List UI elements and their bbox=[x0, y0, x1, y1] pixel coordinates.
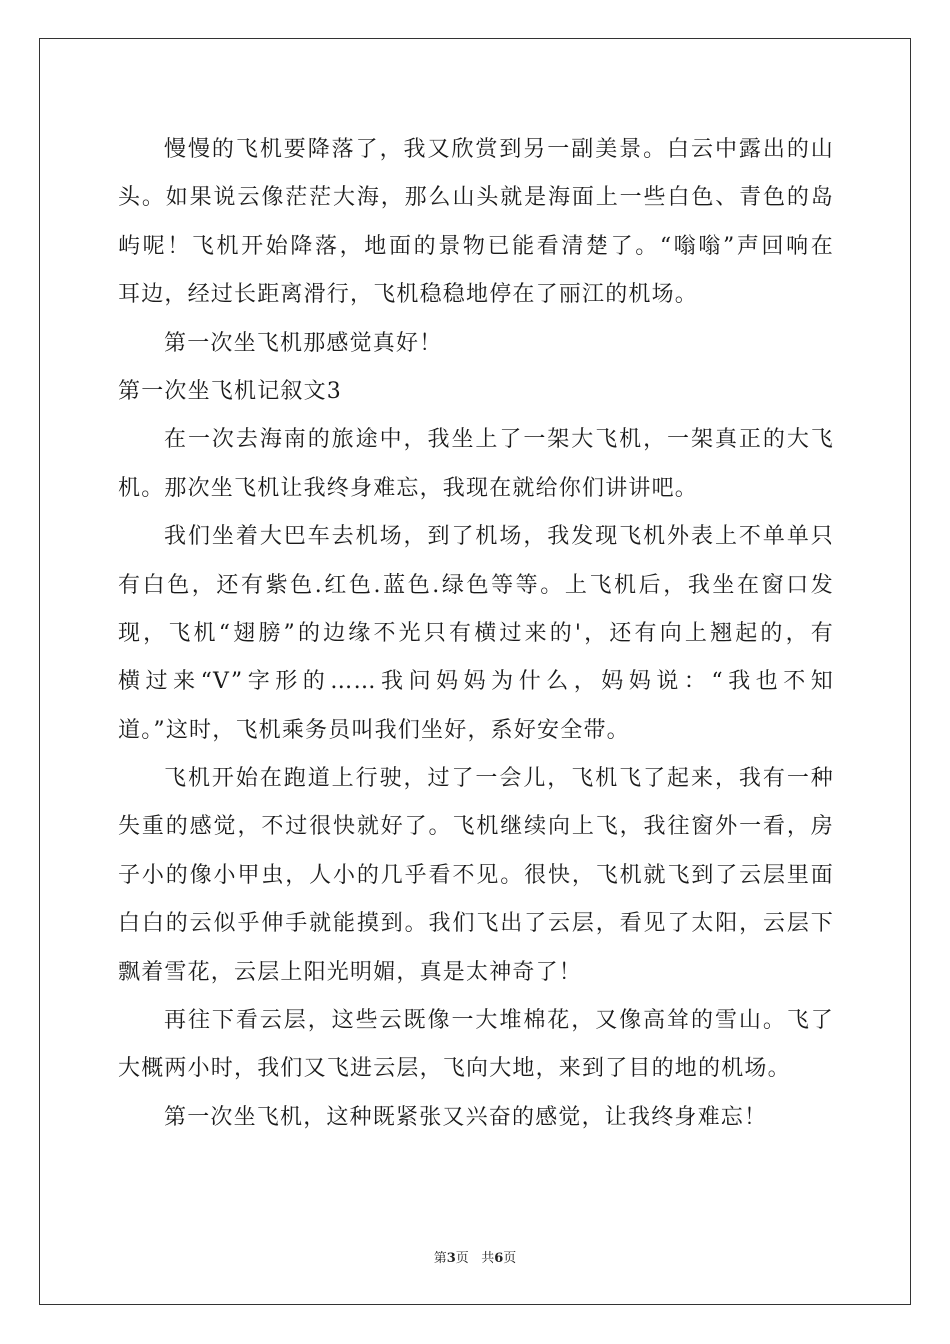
paragraph bbox=[118, 320, 834, 368]
text-line: 在一次去海南的旅途中，我坐上了一架大飞机，一架真正的大飞 bbox=[164, 427, 834, 453]
text-line: 有白色，还有紫色.红色.蓝色.绿色等等。上飞机后，我坐在窗口发 bbox=[118, 572, 834, 598]
page-number: 3 bbox=[446, 1251, 456, 1266]
paragraph bbox=[118, 755, 834, 997]
footer-prefix: 第 bbox=[433, 1251, 447, 1266]
section-heading: 第一次坐飞机记叙文3 bbox=[118, 378, 342, 404]
text-line: 耳边，经过长距离滑行，飞机稳稳地停在了丽江的机场。 bbox=[118, 282, 699, 308]
paragraph bbox=[118, 1094, 834, 1142]
text-line: 飞机开始在跑道上行驶，过了一会儿，飞机飞了起来，我有一种 bbox=[164, 766, 834, 792]
paragraph bbox=[118, 126, 834, 320]
paragraph bbox=[118, 997, 834, 1094]
text-line: 慢慢的飞机要降落了，我又欣赏到另一副美景。白云中露出的山 bbox=[164, 137, 834, 162]
text-line: 现，飞机“翅膀”的边缘不光只有横过来的'，还有向上翘起的，有 bbox=[118, 620, 834, 646]
text-line: 子小的像小甲虫，人小的几乎看不见。很快，飞机就飞到了云层里面 bbox=[118, 862, 834, 888]
paragraph bbox=[118, 416, 834, 513]
text-line: 飘着雪花，云层上阳光明媚，真是太神奇了！ bbox=[118, 959, 583, 985]
text-line: 再往下看云层，这些云既像一大堆棉花，又像高耸的雪山。飞了 bbox=[164, 1008, 834, 1034]
total-pages: 6 bbox=[494, 1251, 504, 1266]
text-line: 我们坐着大巴车去机场，到了机场，我发现飞机外表上不单单只 bbox=[164, 524, 834, 550]
page-footer bbox=[0, 1247, 950, 1266]
text-line: 失重的感觉，不过很快就好了。飞机继续向上飞，我往窗外一看，房 bbox=[118, 814, 834, 840]
text-line: 屿呢！飞机开始降落，地面的景物已能看清楚了。“嗡嗡”声回响在 bbox=[118, 233, 834, 259]
text-line: 第一次坐飞机那感觉真好！ bbox=[164, 330, 443, 356]
text-line: 白白的云似乎伸手就能摸到。我们飞出了云层，看见了太阳，云层下 bbox=[118, 911, 834, 937]
footer-page-suffix: 页 bbox=[455, 1251, 469, 1266]
text-line: 头。如果说云像茫茫大海，那么山头就是海面上一些白色、青色的岛 bbox=[118, 185, 834, 211]
paragraph bbox=[118, 513, 834, 755]
text-line: 横过来“V”字形的……我问妈妈为什么，妈妈说：“我也不知 bbox=[118, 669, 834, 695]
text-line: 道。”这时，飞机乘务员叫我们坐好，系好安全带。 bbox=[118, 717, 630, 743]
text-line: 第一次坐飞机，这种既紧张又兴奋的感觉，让我终身难忘！ bbox=[164, 1104, 768, 1130]
footer-total-prefix: 共 bbox=[481, 1251, 495, 1266]
document-body bbox=[118, 126, 834, 1142]
footer-total-suffix: 页 bbox=[503, 1251, 517, 1266]
text-line: 大概两小时，我们又飞进云层，飞向大地，来到了目的地的机场。 bbox=[118, 1056, 791, 1082]
text-line: 机。那次坐飞机让我终身难忘，我现在就给你们讲讲吧。 bbox=[118, 475, 699, 501]
